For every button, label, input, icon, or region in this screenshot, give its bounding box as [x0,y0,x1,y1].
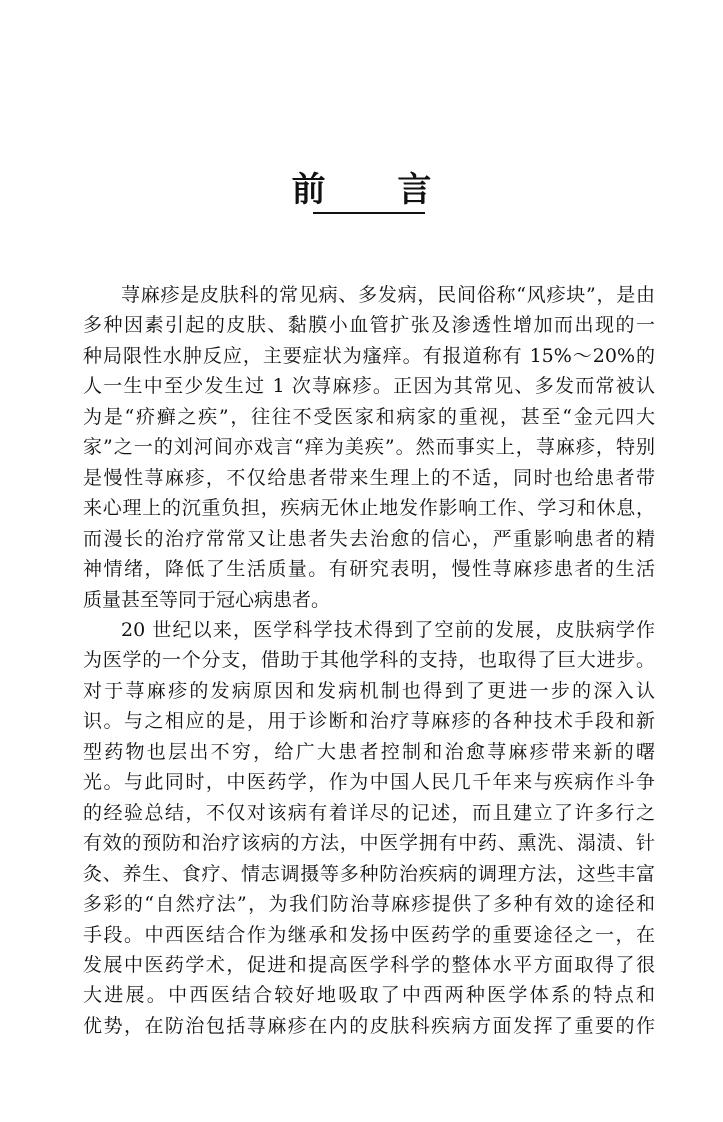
paragraph-line: 有效的预防和治疗该病的方法，中医学拥有中药、熏洗、溻渍、针 [83,832,655,855]
paragraph-line: 多彩的“自然疗法”，为我们防治荨麻疹提供了多种有效的途径和 [83,893,655,916]
paragraph-line: 神情绪，降低了生活质量。有研究表明，慢性荨麻疹患者的生活 [83,558,655,581]
paragraph-line: 识。与之相应的是，用于诊断和治疗荨麻疹的各种技术手段和新 [83,710,655,733]
paragraph-line: 灸、养生、食疗、情志调摄等多种防治疾病的调理方法，这些丰富 [83,862,655,885]
paragraph-line: 的经验总结，不仅对该病有着详尽的记述，而且建立了许多行之 [83,801,655,824]
paragraph-line: 光。与此同时，中医药学，作为中国人民几千年来与疾病作斗争 [83,771,655,794]
body-text [83,280,655,1041]
paragraph-line: 大进展。中西医结合较好地吸取了中西两种医学体系的特点和 [83,984,655,1007]
paragraph-line: 发展中医药学术，促进和提高医学科学的整体水平方面取得了很 [83,953,655,976]
paragraph-line: 20 世纪以来，医学科学技术得到了空前的发展，皮肤病学作 [121,618,655,641]
paragraph-line: 人一生中至少发生过 1 次荨麻疹。正因为其常见、多发而常被认 [83,375,655,398]
paragraph-line: 是慢性荨麻疹，不仅给患者带来生理上的不适，同时也给患者带 [83,466,655,489]
paragraph-line: 多种因素引起的皮肤、黏膜小血管扩张及渗透性增加而出现的一 [83,314,655,337]
title-underline [313,212,425,214]
paragraph-line: 优势，在防治包括荨麻疹在内的皮肤科疾病方面发挥了重要的作 [83,1014,655,1037]
page-title: 前 言 [291,170,462,210]
paragraph-line: 手段。中西医结合作为继承和发扬中医药学的重要途径之一，在 [83,923,655,946]
paragraph-line: 种局限性水肿反应，主要症状为瘙痒。有报道称有 15%～20%的 [83,344,655,367]
paragraph-line: 为医学的一个分支，借助于其他学科的支持，也取得了巨大进步。 [83,649,655,672]
paragraph-line: 型药物也层出不穷，给广大患者控制和治愈荨麻疹带来新的曙 [83,740,655,763]
paragraph-line: 而漫长的治疗常常又让患者失去治愈的信心，严重影响患者的精 [83,527,655,550]
paragraph-line: 家”之一的刘河间亦戏言“痒为美疾”。然而事实上，荨麻疹，特别 [83,436,655,459]
paragraph-line: 为是“疥癣之疾”，往往不受医家和病家的重视，甚至“金元四大 [83,405,655,428]
paragraph-line: 来心理上的沉重负担，疾病无休止地发作影响工作、学习和休息， [83,497,655,520]
paragraph-line: 质量甚至等同于冠心病患者。 [83,588,331,611]
paragraph-line: 对于荨麻疹的发病原因和发病机制也得到了更进一步的深入认 [83,679,655,702]
paragraph-line: 荨麻疹是皮肤科的常见病、多发病，民间俗称“风疹块”，是由 [121,284,655,306]
